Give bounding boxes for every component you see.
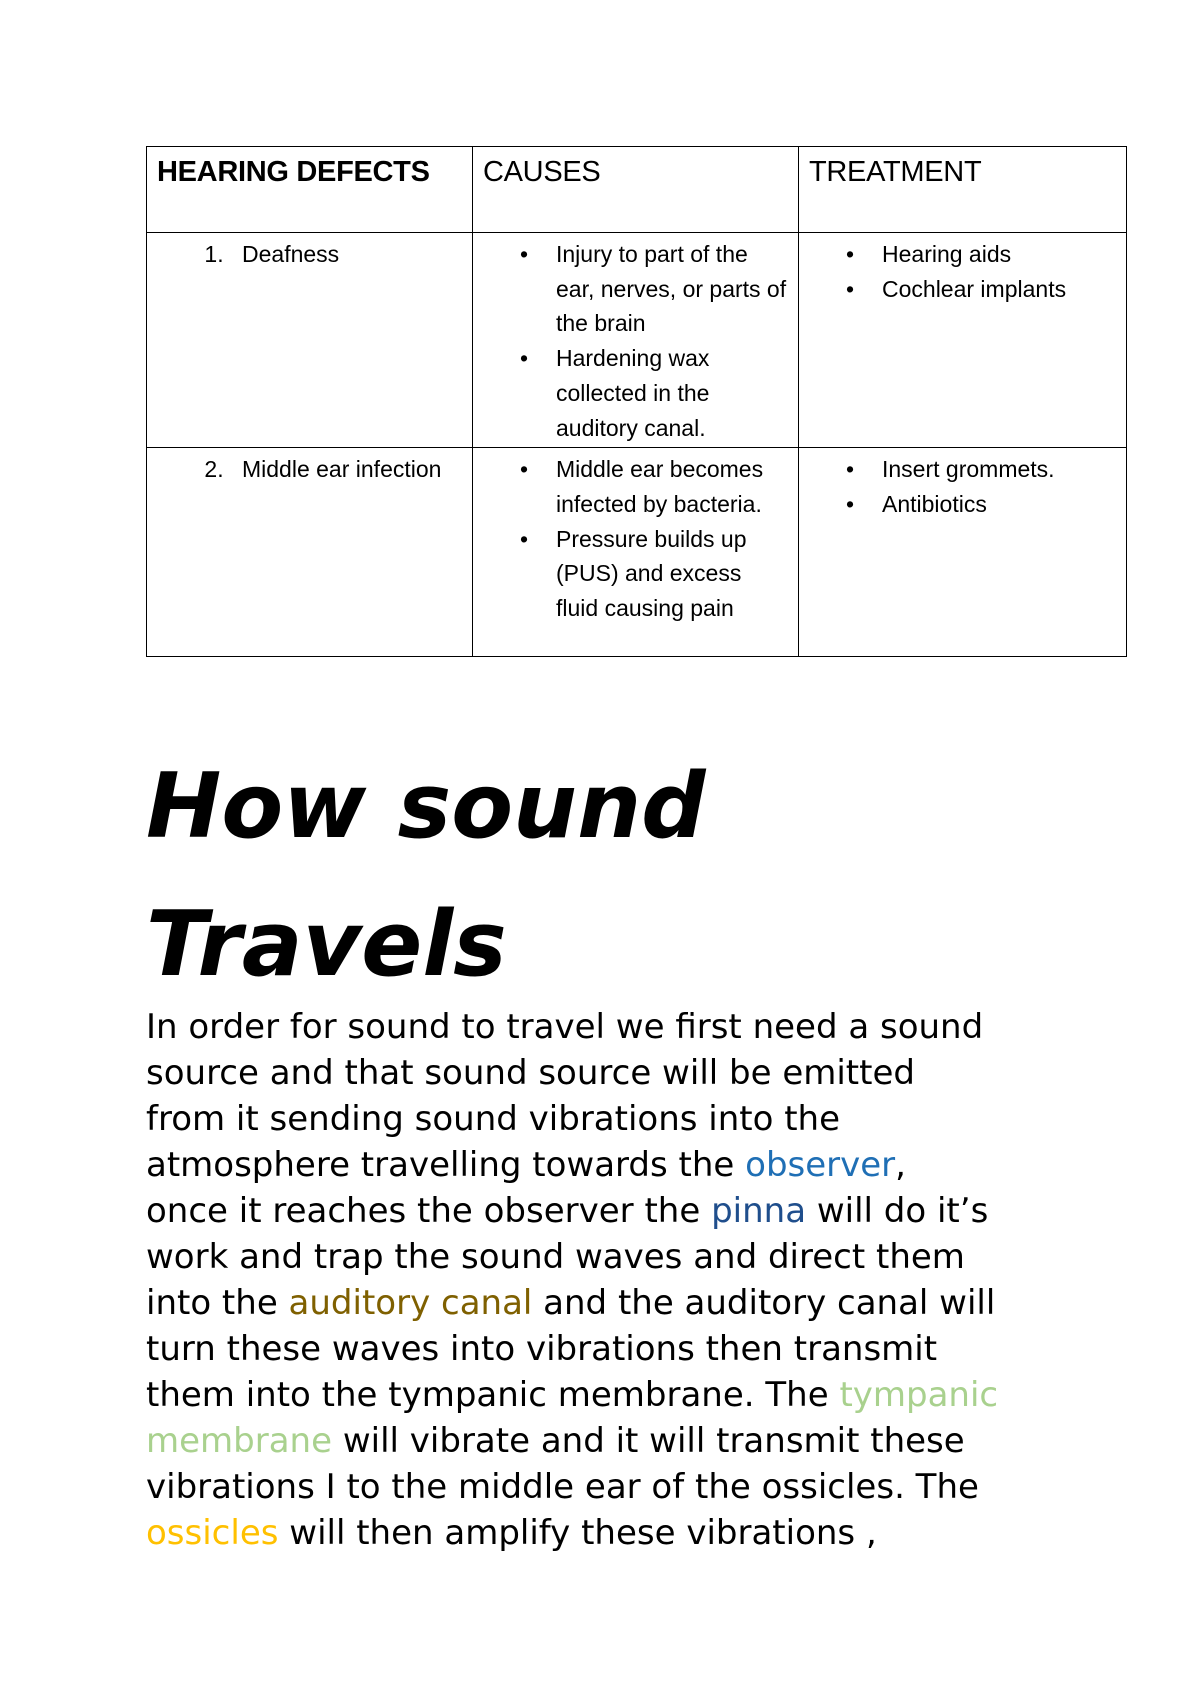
body-paragraph <box>146 1004 1086 1556</box>
cause-item: • Pressure builds up (PUS) and excess fluid causing pain <box>556 522 788 626</box>
paragraph-line <box>146 1372 1086 1418</box>
term-tympanic: tympanic <box>839 1375 999 1415</box>
paragraph-text: them into the tympanic membrane. The <box>146 1375 840 1415</box>
causes-list <box>483 452 788 626</box>
causes-list <box>483 237 788 445</box>
defect-cell <box>147 233 473 448</box>
cause-item: • Injury to part of the ear, nerves, or parts of the brain <box>556 237 788 341</box>
paragraph-line <box>146 1510 1086 1556</box>
paragraph-text: into the <box>146 1283 289 1323</box>
hearing-defects-table-container <box>146 146 1126 657</box>
paragraph-line <box>146 1142 1086 1188</box>
paragraph-line: work and trap the sound waves and direct them <box>146 1237 965 1277</box>
hearing-defects-table <box>146 146 1127 657</box>
paragraph-text: once it reaches the observer the <box>146 1191 712 1231</box>
treatment-item: • Cochlear implants <box>882 272 1116 307</box>
paragraph-line: In order for sound to travel we first need a sound <box>146 1007 984 1047</box>
term-observer: observer <box>745 1145 896 1185</box>
heading-line-1: How sound <box>146 754 706 859</box>
treatment-cell <box>799 448 1127 657</box>
paragraph-line <box>146 1280 1086 1326</box>
paragraph-line: turn these waves into vibrations then transmit <box>146 1329 938 1369</box>
term-pinna: pinna <box>711 1191 807 1231</box>
treatment-list <box>809 452 1116 521</box>
paragraph-text: atmosphere travelling towards the <box>146 1145 746 1185</box>
paragraph-line: vibrations I to the middle ear of the ossicles. The <box>146 1467 979 1507</box>
table-header-row <box>147 147 1127 233</box>
header-causes: CAUSES <box>473 147 799 233</box>
treatment-item: • Antibiotics <box>882 487 1116 522</box>
header-treatment: TREATMENT <box>799 147 1127 233</box>
paragraph-text: will vibrate and it will transmit these <box>332 1421 965 1461</box>
treatment-item: • Insert grommets. <box>882 452 1116 487</box>
table-row <box>147 448 1127 657</box>
defect-cell <box>147 448 473 657</box>
header-hearing-defects: HEARING DEFECTS <box>147 147 473 233</box>
cause-item: • Middle ear becomes infected by bacteria. <box>556 452 788 521</box>
cause-item: • Hardening wax collected in the auditory canal. <box>556 341 788 445</box>
defect-list <box>157 452 462 487</box>
term-auditory-canal: auditory canal <box>288 1283 533 1323</box>
defect-item-deafness: 1. Deafness <box>230 237 462 272</box>
term-membrane: membrane <box>146 1421 333 1461</box>
paragraph-line <box>146 1188 1086 1234</box>
defect-item-middle-ear-infection: 2. Middle ear infection <box>230 452 462 487</box>
paragraph-text: , <box>895 1145 906 1185</box>
paragraph-text: will do it’s <box>806 1191 989 1231</box>
heading-line-2: Travels <box>146 892 507 997</box>
paragraph-line: source and that sound source will be emitted <box>146 1053 915 1093</box>
causes-cell <box>473 448 799 657</box>
term-ossicles: ossicles <box>146 1513 279 1553</box>
paragraph-line <box>146 1418 1086 1464</box>
table-row <box>147 233 1127 448</box>
paragraph-line: from it sending sound vibrations into the <box>146 1099 841 1139</box>
defect-list <box>157 237 462 272</box>
paragraph-text: will then amplify these vibrations , <box>278 1513 877 1553</box>
treatment-list <box>809 237 1116 306</box>
treatment-cell <box>799 233 1127 448</box>
paragraph-text: and the auditory canal will <box>532 1283 996 1323</box>
section-heading <box>146 738 1126 1014</box>
causes-cell <box>473 233 799 448</box>
treatment-item: • Hearing aids <box>882 237 1116 272</box>
